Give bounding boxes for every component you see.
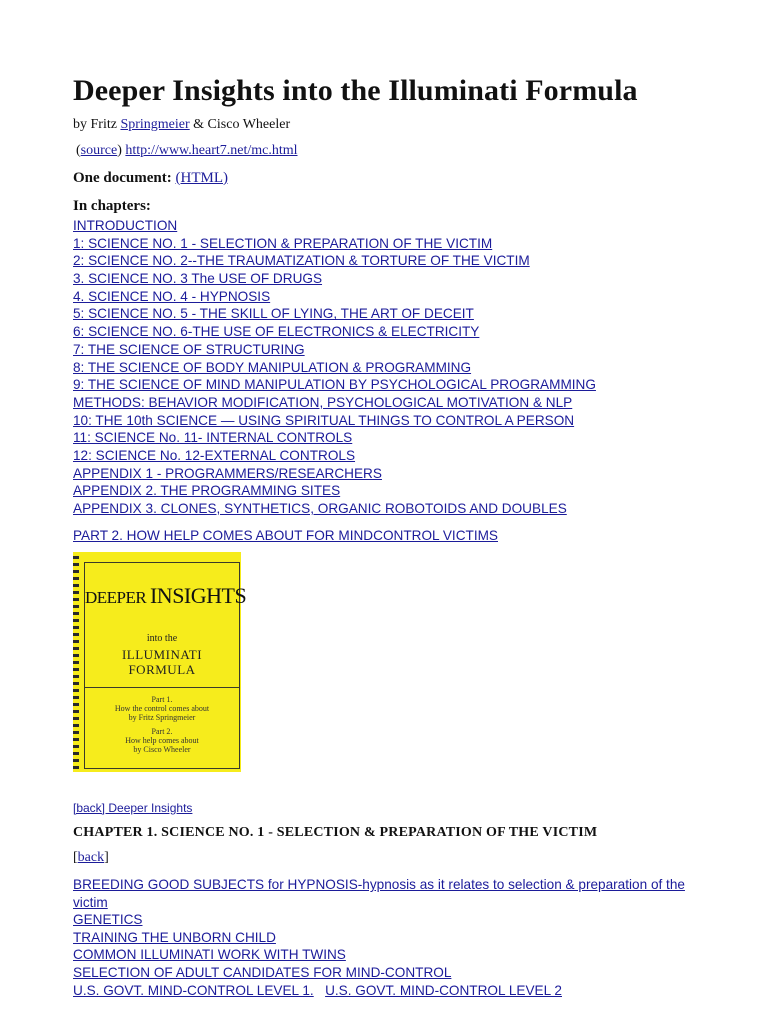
toc-item (73, 305, 596, 323)
toc-link-introduction[interactable]: INTRODUCTION (73, 218, 178, 233)
subtopic-item (73, 982, 713, 1000)
toc-item (73, 500, 596, 518)
source-close: ) (117, 143, 126, 158)
cover-title (85, 583, 247, 609)
cover-frame (84, 562, 247, 769)
toc-item (73, 465, 596, 483)
one-document (73, 170, 228, 187)
subtopic-link-unborn-child[interactable]: TRAINING THE UNBORN CHILD (73, 929, 276, 945)
toc-link-appendix-1[interactable]: APPENDIX 1 - PROGRAMMERS/RESEARCHERS (73, 465, 382, 481)
toc-link-chapter-9-methods[interactable]: METHODS: BEHAVIOR MODIFICATION, PSYCHOLOGICAL MOTIVATION & NLP (73, 394, 573, 410)
cover-into: into the (146, 633, 178, 644)
toc-item (73, 429, 596, 447)
toc-link-appendix-2[interactable]: APPENDIX 2. THE PROGRAMMING SITES (73, 483, 341, 499)
subtopic-item (73, 964, 713, 982)
toc-link-chapter-5[interactable]: 5: SCIENCE NO. 5 - THE SKILL OF LYING, THE ART OF DECEIT (73, 306, 474, 322)
toc-link-chapter-12[interactable]: 12: SCIENCE No. 12-EXTERNAL CONTROLS (73, 447, 356, 463)
cover-p1-1: Part 1. (151, 695, 173, 704)
subtopic-item (73, 946, 713, 964)
source-link[interactable]: source (80, 143, 118, 158)
toc-item (73, 447, 596, 465)
cover-main-title (85, 647, 239, 677)
toc-link-chapter-4[interactable]: 4. SCIENCE NO. 4 - HYPNOSIS (73, 288, 271, 304)
toc-item (73, 252, 596, 270)
toc-link-chapter-2[interactable]: 2: SCIENCE NO. 2--THE TRAUMATIZATION & TORTURE OF THE VICTIM (73, 253, 530, 269)
toc-item (73, 341, 596, 359)
back-line (73, 850, 109, 866)
cover-part-1 (85, 695, 239, 722)
subtopic-item (73, 911, 713, 929)
cover-divider (85, 687, 239, 688)
cover-main-2: FORMULA (128, 662, 196, 677)
toc-item (73, 376, 596, 394)
html-link[interactable]: (HTML) (175, 170, 228, 186)
cover-p1-2: How the control comes about (114, 704, 210, 713)
toc-link-chapter-7[interactable]: 7: THE SCIENCE OF STRUCTURING (73, 341, 305, 357)
source-open: ( (76, 143, 81, 158)
toc-item (73, 323, 596, 341)
cover-part-2 (85, 727, 239, 754)
subtopic-link-adult-candidates[interactable]: SELECTION OF ADULT CANDIDATES FOR MIND-CONTROL (73, 964, 452, 980)
back-close: ] (104, 850, 109, 865)
subtopic-link-genetics[interactable]: GENETICS (73, 912, 143, 928)
book-cover-image (73, 552, 247, 772)
cover-p1-3: by Fritz Springmeier (128, 713, 196, 722)
subtopic-list (73, 876, 713, 999)
toc-link-chapter-1[interactable]: 1: SCIENCE NO. 1 - SELECTION & PREPARATION OF THE VICTIM (73, 235, 493, 251)
toc-item (73, 412, 596, 430)
cover-p2-2: How help comes about (125, 736, 199, 745)
back-deeper-insights (73, 801, 192, 815)
one-document-label: One document: (73, 170, 172, 186)
back-deeper-insights-link[interactable]: [back] Deeper Insights (73, 801, 193, 815)
source-line (76, 143, 298, 159)
toc-link-part-2[interactable]: PART 2. HOW HELP COMES ABOUT FOR MINDCONTROL VICTIMS (73, 528, 498, 543)
cover-p2-1: Part 2. (151, 727, 173, 736)
subtopic-item (73, 876, 688, 911)
toc-item (73, 235, 596, 253)
toc-item (73, 270, 596, 288)
toc-item (73, 359, 596, 377)
subtopic-link-twins[interactable]: COMMON ILLUMINATI WORK WITH TWINS (73, 947, 346, 963)
toc-link-appendix-3[interactable]: APPENDIX 3. CLONES, SYNTHETICS, ORGANIC ROBOTOIDS AND DOUBLES (73, 501, 567, 516)
toc-item (73, 217, 596, 235)
cover-p2-3: by Cisco Wheeler (133, 745, 191, 754)
byline (73, 117, 290, 133)
cover-title-b: INSIGHTS (149, 583, 247, 608)
toc-item (73, 288, 596, 306)
back-link[interactable]: back (77, 850, 105, 865)
cover-main-1: ILLUMINATI (121, 647, 203, 662)
toc-link-chapter-8[interactable]: 8: THE SCIENCE OF BODY MANIPULATION & PROGRAMMING (73, 359, 472, 375)
spiral-binding (73, 556, 79, 770)
cover-title-a: DEEPER (85, 588, 150, 607)
toc-link-chapter-3[interactable]: 3. SCIENCE NO. 3 The USE OF DRUGS (73, 271, 323, 287)
toc-link-chapter-9[interactable]: 9: THE SCIENCE OF MIND MANIPULATION BY PSYCHOLOGICAL PROGRAMMING (73, 377, 596, 393)
toc-list (73, 217, 596, 518)
byline-rest: & Cisco Wheeler (189, 117, 291, 132)
page-title: Deeper Insights into the Illuminati Formula (73, 74, 638, 107)
toc-item (73, 394, 596, 412)
toc-link-chapter-6[interactable]: 6: SCIENCE NO. 6-THE USE OF ELECTRONICS & ELECTRICITY (73, 324, 480, 340)
chapters-heading: In chapters: (73, 198, 151, 214)
chapter-heading: CHAPTER 1. SCIENCE NO. 1 - SELECTION & PREPARATION OF THE VICTIM (73, 825, 598, 840)
toc-item (73, 482, 596, 500)
back-open: [ (73, 850, 78, 865)
source-url-link[interactable]: http://www.heart7.net/mc.html (125, 143, 298, 158)
subtopic-item (73, 929, 713, 947)
toc-link-chapter-10[interactable]: 10: THE 10th SCIENCE — USING SPIRITUAL THINGS TO CONTROL A PERSON (73, 412, 575, 428)
byline-prefix: by Fritz (73, 117, 121, 132)
toc-link-chapter-11[interactable]: 11: SCIENCE No. 11- INTERNAL CONTROLS (73, 430, 353, 446)
govt-level-1-link[interactable]: U.S. GOVT. MIND-CONTROL LEVEL 1. (73, 982, 314, 998)
part2-line (73, 528, 498, 543)
subtopic-link-breeding[interactable]: BREEDING GOOD SUBJECTS for HYPNOSIS-hypnosis as it relates to selection & preparation of the victim (73, 877, 685, 910)
author-springmeier-link[interactable]: Springmeier (120, 117, 190, 132)
govt-level-2-link[interactable]: U.S. GOVT. MIND-CONTROL LEVEL 2 (325, 982, 562, 998)
